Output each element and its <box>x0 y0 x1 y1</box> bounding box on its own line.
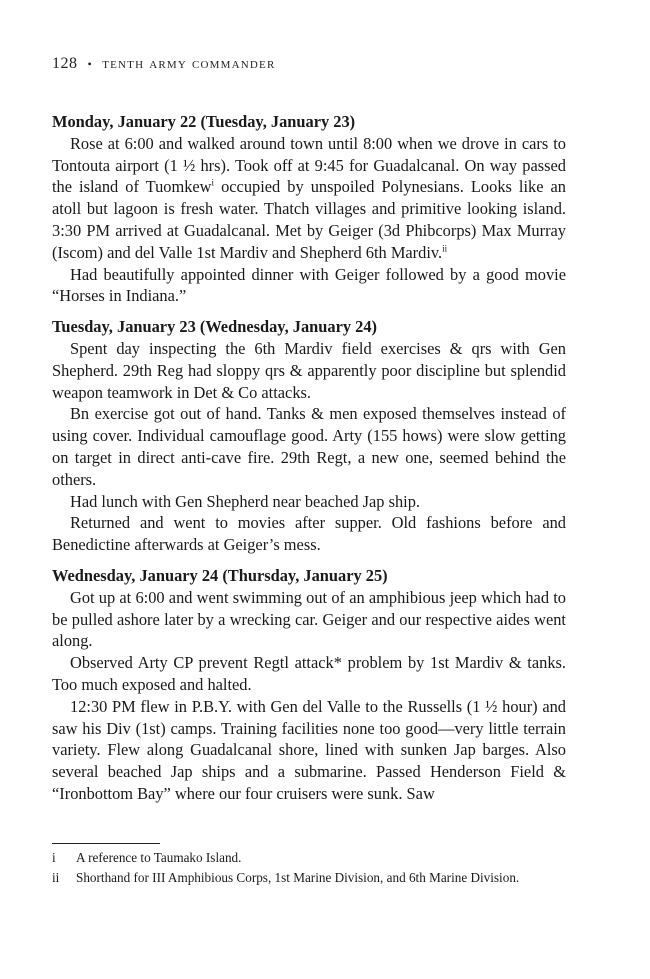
entry-paragraph: Had beautifully appointed dinner with Geiger followed by a good movie “Horses in Indiana.” <box>52 264 566 306</box>
body-text <box>52 111 566 814</box>
entry-paragraph: Had lunch with Gen Shepherd near beached Jap ship. <box>70 491 421 511</box>
entry-paragraph: Observed Arty CP prevent Regtl attack* problem by 1st Mardiv & tanks. Too much exposed and halted. <box>52 653 566 694</box>
entry-heading: Wednesday, January 24 (Thursday, January 25) <box>52 565 388 585</box>
diary-entry-jan-22 <box>52 111 566 307</box>
footnote-text: A reference to Taumako Island. <box>76 850 242 865</box>
running-head-title: tenth army commander <box>102 56 276 72</box>
page-number: 128 <box>52 55 78 72</box>
entry-paragraph: 12:30 PM flew in P.B.Y. with Gen del Valle to the Russells (1 ½ hour) and saw his Div (1st) camps. Training facilities none too good—very little terrain variety. Flew along Guadalcanal shore, lined with sunken Jap barges. Also several beached Jap ships and a submarine. Passed Henderson Field & “Ironbottom Bay” where our four cruisers were sunk. Saw <box>52 696 566 803</box>
diary-entry-jan-23 <box>52 316 566 556</box>
footnotes <box>52 848 582 888</box>
footnote-item <box>52 848 582 868</box>
entry-paragraph: Bn exercise got out of hand. Tanks & men exposed themselves instead of using cover. Individual camouflage good. Arty (155 hows) were slow getting on target in direct anti-cave fire. 29th Regt, a new one, seemed behind the others. <box>52 404 566 489</box>
footnote-marker: i <box>52 850 56 865</box>
footnote-marker: ii <box>52 870 60 885</box>
entry-heading: Monday, January 22 (Tuesday, January 23) <box>52 112 356 131</box>
diary-entry-jan-24 <box>52 565 566 805</box>
entry-paragraph: Rose at 6:00 and walked around town until 8:00 when we drove in cars to Tontouta airport (1 ½ hrs). Took off at 9:45 for Guadalcanal. On way passed the island of Tuomkew$^i$ occupied by unspoiled Polynesians. Looks like an atoll but lagoon is fresh water. Thatch villages and primitive looking island. 3:30 PM arrived at Guadalcanal. Met by Geiger (3d Phibcorps) Max Murray (Iscom) and del Valle 1st Mardiv and Shepherd 6th Mardiv.$^{ii}$ <box>52 133 567 262</box>
footnote-rule <box>52 843 160 844</box>
running-head-separator: • <box>87 57 93 71</box>
entry-paragraph: Returned and went to movies after supper. Old fashions before and Benedictine afterwards at Geiger’s mess. <box>52 513 566 555</box>
footnote-text: Shorthand for III Amphibious Corps, 1st Marine Division, and 6th Marine Division. <box>76 870 520 885</box>
entry-paragraph: Spent day inspecting the 6th Mardiv field exercises & qrs with Gen Shepherd. 29th Reg had sloppy qrs & apparently poor discipline but splendid weapon teamwork in Det & Co attacks. <box>52 338 566 402</box>
footnote-item <box>52 868 582 888</box>
entry-paragraph: Got up at 6:00 and went swimming out of an amphibious jeep which had to be pulled ashore later by a wrecking car. Geiger and our respective aides went along. <box>52 587 566 651</box>
running-head <box>52 55 275 73</box>
entry-heading: Tuesday, January 23 (Wednesday, January 24) <box>52 317 378 337</box>
